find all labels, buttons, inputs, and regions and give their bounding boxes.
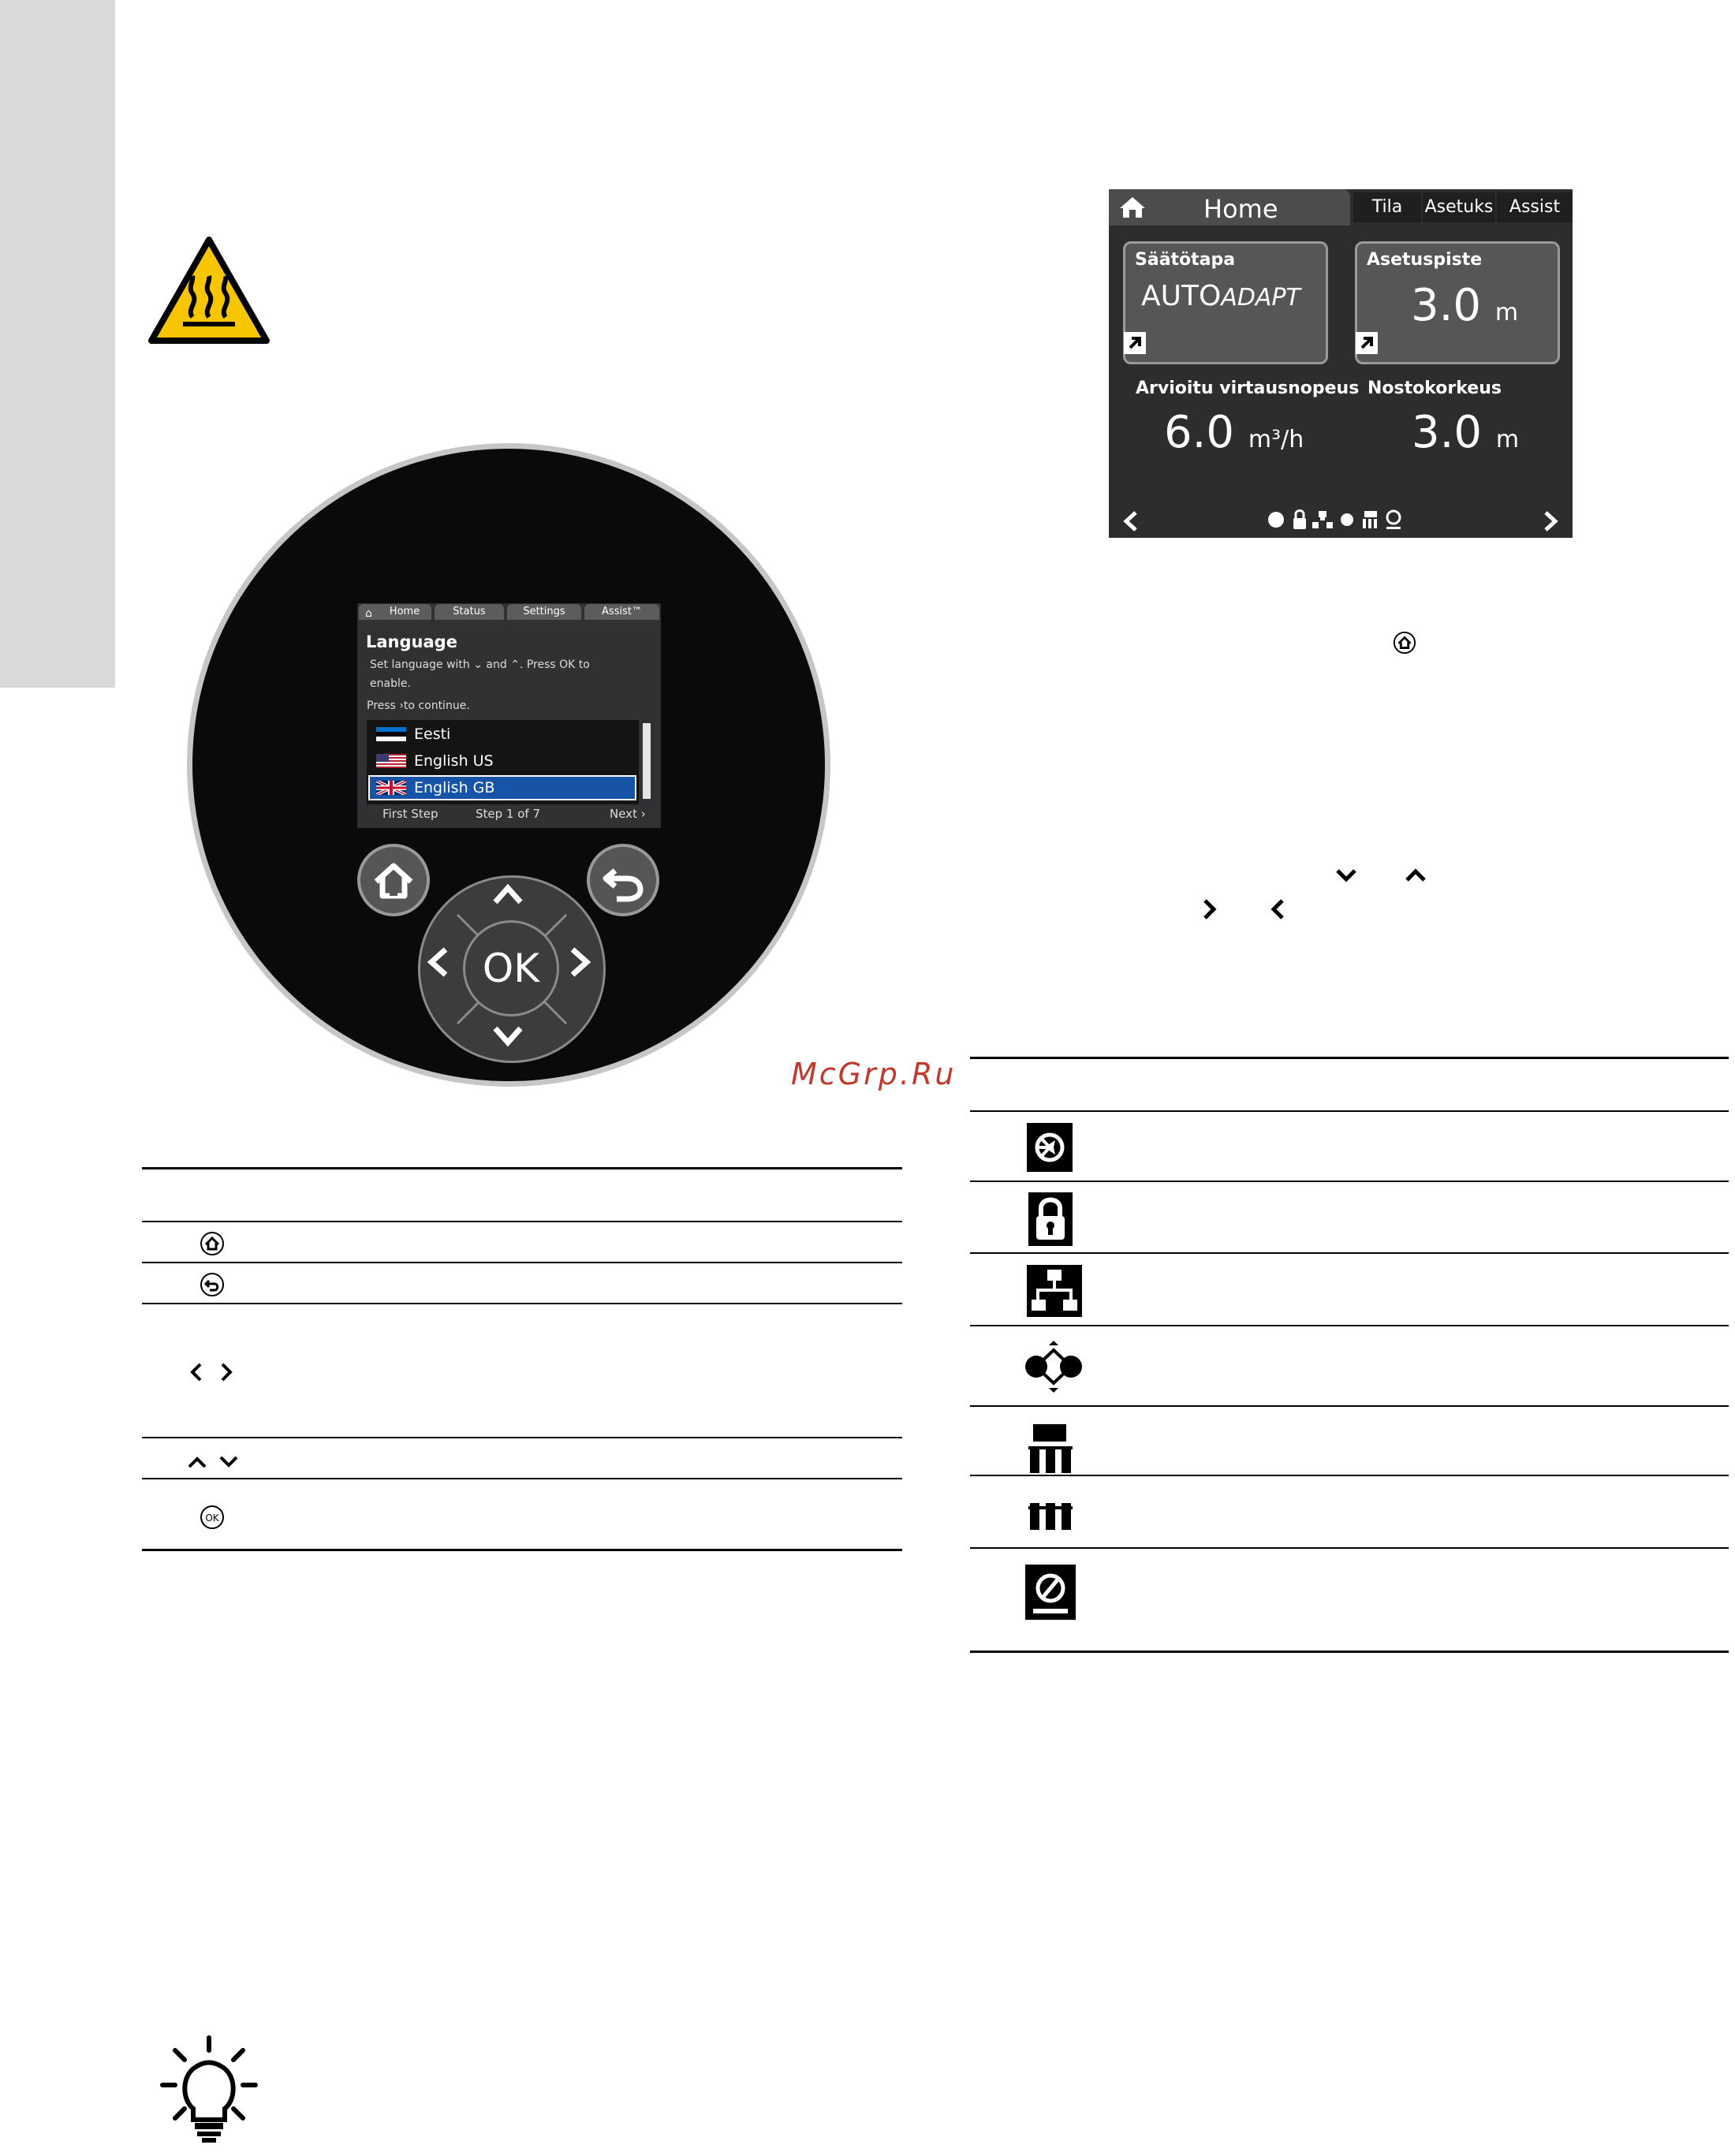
chevron-right-icon [1199,896,1221,923]
back-button-icon [200,1272,225,1297]
watermark: McGrp.Ru [791,1057,957,1091]
language-option-english-us[interactable]: English US [368,748,636,774]
slave-pump-icon [1028,1503,1073,1530]
home-icon [360,847,427,913]
grundfos-eye-icon [1027,1123,1073,1172]
home-screen-display [1109,189,1573,538]
home-icon: ⌂ [365,607,372,620]
head-value: 3.0 m [1412,407,1520,458]
chevron-right-icon [562,943,596,981]
display-title: Language [366,632,457,651]
instruction-line-1: Set language with ⌄ and ⌃. Press OK to [370,658,590,671]
chevron-up-icon [1402,864,1429,886]
right-button[interactable] [562,943,596,981]
press-to-continue: Press ›to continue. [367,699,470,712]
tab-assist[interactable]: Assist™ [584,604,659,620]
master-pump-icon [1028,1424,1073,1473]
home-button-icon [200,1231,225,1256]
chevron-down-icon [489,1019,527,1054]
list-scrollbar[interactable] [643,723,651,799]
chevron-left-icon[interactable] [1121,509,1140,533]
left-button[interactable] [422,943,457,981]
side-tab [0,0,115,688]
chevron-left-icon [1267,896,1289,923]
table-rule [142,1167,902,1169]
head-label: Nostokorkeus [1367,379,1502,398]
language-list [367,720,639,804]
tab-tila[interactable]: Tila [1353,192,1421,222]
chevron-right-icon: › [399,699,404,712]
shortcut-arrow-icon [1356,332,1378,354]
control-mode-tile[interactable]: Säätötapa AUTOADAPT [1123,241,1328,364]
ok-button-icon [200,1505,225,1530]
shortcut-arrow-icon [1124,332,1146,354]
chevron-down-icon [1333,864,1360,886]
instruction-line-2: enable. [370,677,411,690]
tab-home[interactable]: ⌂ Home [359,604,431,620]
status-bar-icons [1265,508,1423,532]
ok-button[interactable]: OK [463,920,559,1016]
network-icon [1027,1265,1082,1317]
chevron-right-icon: › [640,807,646,821]
footer-next[interactable]: Next › [610,807,646,821]
language-option-english-gb[interactable]: English GB [368,775,636,800]
hot-surface-warning-icon [147,235,271,345]
chevron-up-icon: ⌃ [510,658,520,671]
table-rule [970,1252,1729,1254]
home-button-icon [1393,631,1416,655]
table-rule [142,1221,902,1222]
control-mode-value: AUTOADAPT [1141,280,1300,312]
lock-icon [1028,1192,1073,1246]
table-rule [970,1651,1729,1653]
table-rule [970,1181,1729,1182]
chevron-left-icon [422,943,457,981]
table-rule [142,1437,902,1438]
usa-flag-icon [376,754,406,768]
setpoint-tile[interactable]: Asetuspiste 3.0 m [1355,241,1560,364]
table-rule [970,1057,1729,1059]
up-down-arrows-icon [183,1449,246,1473]
table-rule [970,1475,1729,1476]
table-rule [142,1478,902,1479]
table-rule [970,1325,1729,1326]
footer-first-step[interactable]: First Step [382,807,438,821]
home-icon [1118,196,1147,219]
tab-assist[interactable]: Assist [1497,192,1573,222]
multipump-icon [1022,1341,1085,1393]
uk-flag-icon [376,781,406,795]
display-tabs [357,603,661,621]
stop-icon [1025,1565,1076,1620]
flow-value: 6.0 m³/h [1164,407,1304,458]
tab-settings[interactable]: Settings [507,604,581,620]
left-right-arrows-icon [183,1358,240,1386]
table-rule [142,1262,902,1263]
lightbulb-tip-icon [158,2033,260,2143]
chevron-right-icon[interactable] [1541,509,1560,533]
table-rule [142,1303,902,1304]
table-rule [970,1110,1729,1112]
tab-asetuks[interactable]: Asetuks [1423,192,1495,222]
tab-home[interactable]: Home [1109,189,1350,226]
flow-label: Arvioitu virtausnopeus [1136,379,1360,398]
chevron-down-icon: ⌄ [473,658,483,671]
chevron-up-icon [489,877,527,912]
table-rule [970,1547,1729,1549]
footer-step-counter: Step 1 of 7 [476,807,541,821]
svg-text:OK: OK [205,1513,219,1524]
table-rule [142,1549,902,1551]
language-display [357,603,661,828]
estonia-flag-icon [376,727,406,741]
down-button[interactable] [489,1019,527,1054]
tab-status[interactable]: Status [435,604,504,620]
setpoint-value: 3.0 m [1411,280,1519,331]
table-rule [970,1405,1729,1407]
language-option-eesti[interactable]: Eesti [368,722,636,747]
up-button[interactable] [489,877,527,912]
